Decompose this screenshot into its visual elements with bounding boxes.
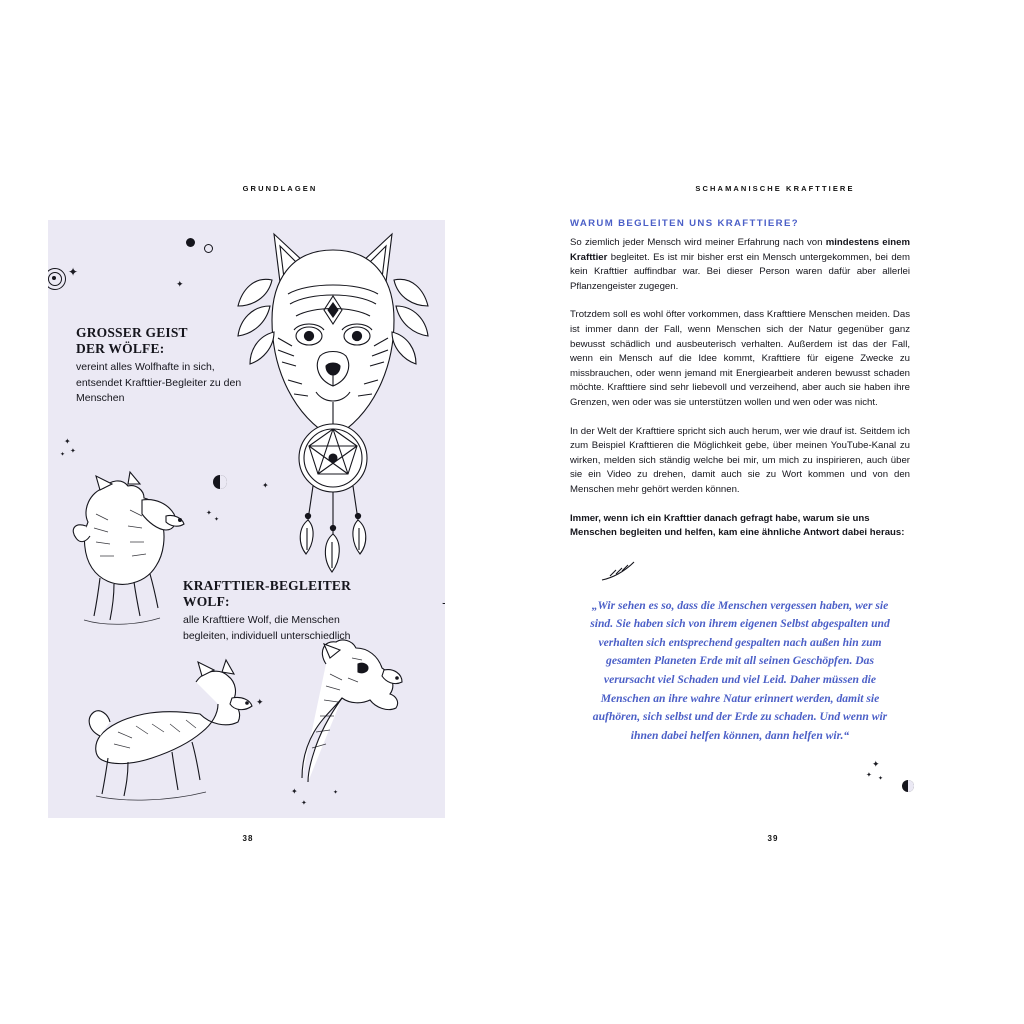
feather-quill-icon bbox=[600, 560, 640, 584]
sparkle-icon-right-3: ✦ bbox=[878, 776, 884, 782]
small-ring-icon bbox=[204, 244, 213, 253]
paragraph-3 bbox=[570, 425, 910, 498]
moon-phase-icon-right bbox=[902, 780, 914, 792]
sparkle-cluster-icon: ✦ bbox=[64, 437, 71, 446]
sparkle-icon-right-2: ✦ bbox=[866, 772, 872, 779]
body-text: In der Welt der Krafttiere spricht sich auch herum, wer wie drauf ist. Seitdem ich zum Beispiel Krafttieren die Möglichkeit gebe, über meinen YouTube-Kanal zu wirken, melden sich ständig welche bei mir, um mich zu inspirieren, auch über sie ein Video zu drehen, damit auch sie zu Wort kommen und von den Menschen mehr gehört werden können. bbox=[570, 425, 910, 495]
sparkle-icon-4: ✦ bbox=[206, 510, 212, 517]
star-icon-2: ✦ bbox=[256, 697, 264, 707]
caption-body: alle Krafttiere Wolf, die Menschen begleiten, individuell unterschiedlich bbox=[183, 614, 351, 642]
caption-krafttier-begleiter bbox=[183, 578, 383, 644]
sparkle-icon-5: ✦ bbox=[214, 517, 220, 523]
sparkle-icon: ✦ bbox=[68, 265, 79, 279]
sparkle-icon-9: ✦ bbox=[262, 481, 269, 490]
sparkle-cluster-icon-3: ✦ bbox=[60, 452, 66, 458]
walking-wolf-illustration bbox=[70, 470, 195, 630]
caption-grosser-geist bbox=[76, 325, 256, 407]
crescent-moon-icon bbox=[433, 585, 445, 607]
running-head-right: SCHAMANISCHE KRAFTTIERE bbox=[695, 184, 855, 193]
howling-wolf-illustration bbox=[296, 638, 406, 788]
sparkle-icon-6: ✦ bbox=[291, 787, 298, 796]
body-text: begleitet. Es ist mir bisher erst ein Mensch untergekommen, bei dem kein Krafttier auffindbar war. Bei dieser Person waren dafür aber allerlei Pflanzengeister zugegen. bbox=[570, 251, 910, 292]
emphasis-text: mindestens einem Krafttier bbox=[570, 237, 910, 263]
standing-wolf-illustration bbox=[86, 652, 256, 802]
pull-quote: „Wir sehen es so, dass die Menschen vergessen haben, wer sie sind. Sie haben sich von ihrem eigenen Selbst abgespalten und verhalten sich entsprechend gespalten nach außen hin zum gesamten Planeten Erde mit all seinen Geschöpfen. Das verursacht viel Schaden und viel Leid. Daher müssen die Menschen an ihre wahre Natur erinnert werden, damit sie aufhören, sich selbst und der Erde zu schaden. Und wenn wir ihnen dabei helfen können, dann helfen wir.“ bbox=[590, 598, 890, 742]
caption-title-line-1: GROSSER GEIST bbox=[76, 325, 188, 340]
section-heading: WARUM BEGLEITEN UNS KRAFTTIERE? bbox=[570, 218, 799, 229]
page-number-left: 38 bbox=[242, 834, 254, 843]
paragraph-2 bbox=[570, 308, 910, 410]
star-icon: ✦ bbox=[176, 279, 184, 289]
paragraph-1 bbox=[570, 236, 910, 294]
wolf-illustration-panel bbox=[48, 220, 445, 818]
sparkle-icon-right-1: ✦ bbox=[872, 759, 880, 769]
caption-title: KRAFTTIER-BEGLEITER WOLF: bbox=[183, 578, 352, 609]
wolf-head-mandala-illustration bbox=[228, 220, 438, 580]
spiral-center-dot bbox=[52, 276, 56, 280]
body-text-column bbox=[570, 218, 910, 745]
body-text: Trotzdem soll es wohl öfter vorkommen, dass Krafttiere Menschen meiden. Das ist immer dann der Fall, wenn Menschen sich der Natur gegenüber ganz bewusst schädlich und ausbeuterisch verhalten. Außerdem ist das der Fall, wenn ein Mensch auf die Idee kommt, Krafttiere für eigene Zwecke zu missbrauchen, oder wenn jemand mit Energiearbeit anderen bewusst schaden möchte. Krafttiere sind sehr liebevoll und verzeihend, aber auch sie haben ihre Grenzen, wen oder was sie unterstützen wollen und wen oder was nicht. bbox=[570, 309, 910, 408]
page-number-right: 39 bbox=[767, 834, 779, 843]
dot-icon bbox=[186, 238, 195, 247]
caption-title-line-2: DER WÖLFE: bbox=[76, 341, 165, 356]
sparkle-icon-7: ✦ bbox=[301, 800, 307, 807]
body-text: So ziemlich jeder Mensch wird meiner Erfahrung nach von bbox=[570, 237, 826, 248]
sparkle-cluster-icon-2: ✦ bbox=[70, 448, 76, 455]
caption-body: vereint alles Wolfhafte in sich, entsendet Krafttier-Begleiter zu den Menschen bbox=[76, 361, 242, 404]
running-head-left: GRUNDLAGEN bbox=[242, 184, 318, 193]
sparkle-icon-8: ✦ bbox=[333, 790, 339, 796]
lead-in-sentence: Immer, wenn ich ein Krafttier danach gefragt habe, warum sie uns Menschen begleiten und helfen, kam eine ähnliche Antwort dabei heraus: bbox=[570, 512, 905, 539]
moon-phase-icon bbox=[213, 475, 227, 489]
